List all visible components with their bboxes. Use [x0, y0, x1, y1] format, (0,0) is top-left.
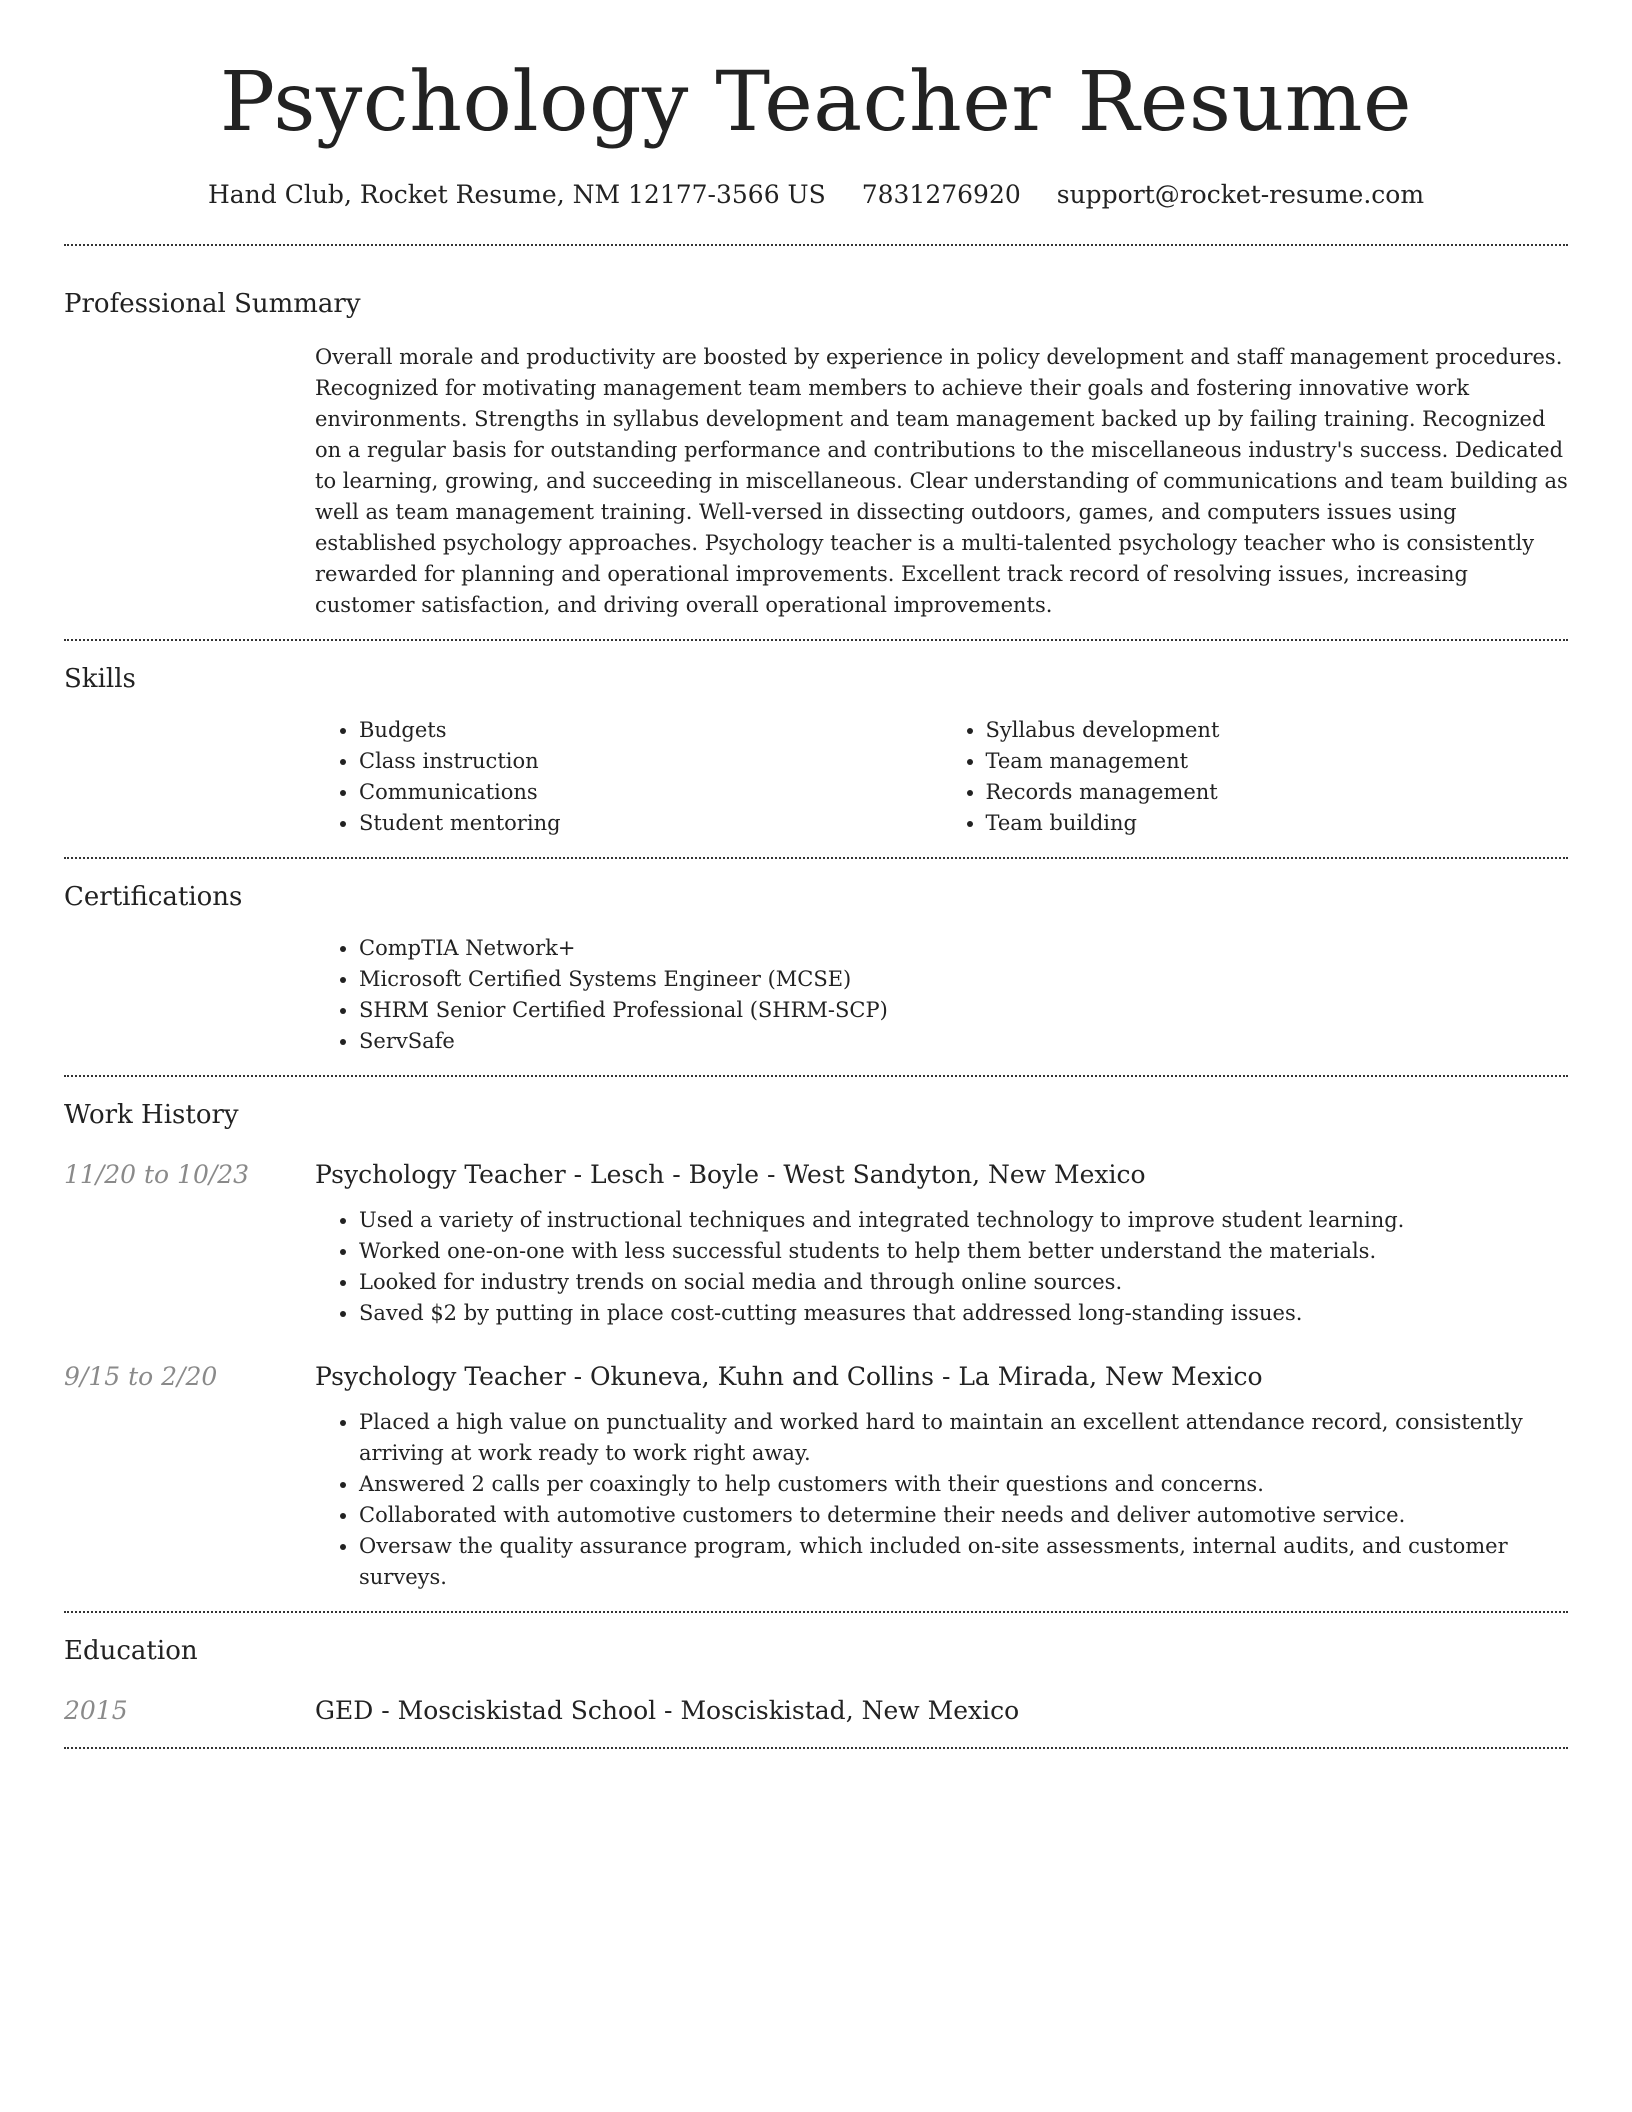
job-bullet: • Answered 2 calls per coaxingly to help customers with their questions and concerns.	[359, 1469, 1568, 1500]
job-content	[315, 1157, 1568, 1329]
job-entry	[64, 1359, 1568, 1593]
contact-phone: 7831276920	[861, 180, 1021, 209]
job-content	[315, 1359, 1568, 1593]
contact-line	[64, 178, 1568, 212]
skill-item: • Records management	[986, 777, 1569, 808]
certification-item: • SHRM Senior Certified Professional (SHRM-SCP)	[359, 995, 1568, 1026]
skills-column-left	[315, 715, 942, 839]
job-bullet: • Looked for industry trends on social media and through online sources.	[359, 1267, 1568, 1298]
job-entry	[64, 1157, 1568, 1329]
skill-item: • Communications	[359, 777, 942, 808]
certification-item: • ServSafe	[359, 1026, 1568, 1057]
skills-column-right	[942, 715, 1569, 839]
resume-title: Psychology Teacher Resume	[219, 55, 1413, 150]
education-entry	[64, 1693, 1568, 1729]
section-title-education: Education	[64, 1636, 198, 1666]
job-heading: Psychology Teacher - Lesch - Boyle - West Sandyton, New Mexico	[315, 1160, 1146, 1189]
section-title-certifications: Certifications	[64, 882, 243, 912]
skill-item: • Syllabus development	[986, 715, 1569, 746]
job-bullet: • Used a variety of instructional techniques and integrated technology to improve student learning.	[359, 1205, 1568, 1236]
summary-body	[315, 342, 1568, 621]
skill-item: • Student mentoring	[359, 808, 942, 839]
skill-item: • Team management	[986, 746, 1569, 777]
job-dates: 9/15 to 2/20	[64, 1362, 218, 1391]
job-bullets	[315, 1407, 1568, 1593]
contact-address: Hand Club, Rocket Resume, NM 12177-3566 US	[207, 180, 826, 209]
section-divider	[64, 1747, 1568, 1749]
skills-list-right	[942, 715, 1569, 839]
job-bullet: • Saved $2 by putting in place cost-cutting measures that addressed long-standing issues.	[359, 1298, 1568, 1329]
work-history-section	[64, 1077, 1568, 1611]
skills-grid	[315, 715, 1568, 839]
professional-summary-section	[64, 246, 1568, 639]
skill-item: • Budgets	[359, 715, 942, 746]
skills-section	[64, 641, 1568, 857]
job-bullet: • Worked one-on-one with less successful students to help them better understand the materials.	[359, 1236, 1568, 1267]
job-bullet: • Oversaw the quality assurance program, which included on-site assessments, internal audits, and customer surveys.	[359, 1531, 1568, 1593]
certifications-body	[315, 933, 1568, 1057]
job-dates: 11/20 to 10/23	[64, 1160, 250, 1189]
certifications-list	[315, 933, 1568, 1057]
section-title-work-history: Work History	[64, 1100, 239, 1130]
job-heading: Psychology Teacher - Okuneva, Kuhn and Collins - La Mirada, New Mexico	[315, 1362, 1263, 1391]
education-year: 2015	[64, 1696, 128, 1725]
certification-item: • Microsoft Certified Systems Engineer (MCSE)	[359, 964, 1568, 995]
section-title-summary: Professional Summary	[64, 289, 361, 319]
summary-text: Overall morale and productivity are boosted by experience in policy development and staff management procedures. Recognized for motivating management team members to achieve their goals and fostering innovative work environments. Strengths in syllabus development and team management backed up by failing training. Recognized on a regular basis for outstanding performance and contributions to the miscellaneous industry's success. Dedicated to learning, growing, and succeeding in miscellaneous. Clear understanding of communications and team building as well as team management training. Well-versed in dissecting outdoors, games, and computers issues using established psychology approaches. Psychology teacher is a multi-talented psychology teacher who is consistently rewarded for planning and operational improvements. Excellent track record of resolving issues, increasing customer satisfaction, and driving overall operational improvements.	[315, 345, 1568, 617]
education-heading: GED - Mosciskistad School - Mosciskistad, New Mexico	[315, 1696, 1020, 1725]
certification-item: • CompTIA Network+	[359, 933, 1568, 964]
job-bullet: • Collaborated with automotive customers to determine their needs and deliver automotive service.	[359, 1500, 1568, 1531]
skill-item: • Class instruction	[359, 746, 942, 777]
contact-email: support@rocket-resume.com	[1056, 180, 1425, 209]
skills-list-left	[315, 715, 942, 839]
job-bullets	[315, 1205, 1568, 1329]
certifications-section	[64, 859, 1568, 1075]
education-section	[64, 1613, 1568, 1747]
section-title-skills: Skills	[64, 664, 136, 694]
skill-item: • Team building	[986, 808, 1569, 839]
job-bullet: • Placed a high value on punctuality and worked hard to maintain an excellent attendance record, consistently arriving at work ready to work right away.	[359, 1407, 1568, 1469]
education-content	[315, 1693, 1568, 1729]
